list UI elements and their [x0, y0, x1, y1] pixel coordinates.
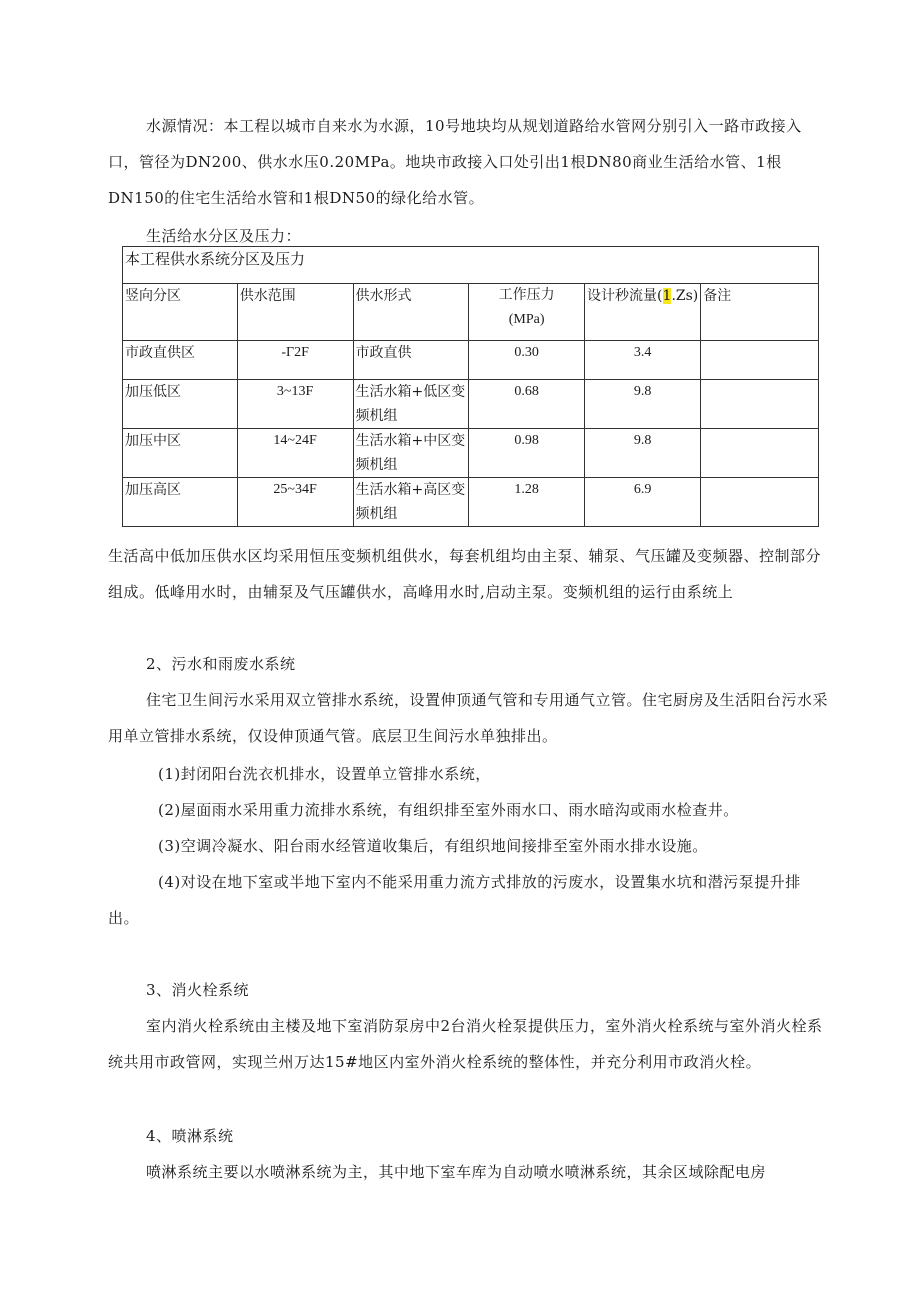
cell-note	[701, 429, 819, 478]
header-flow-prefix: 设计秒流量(	[587, 288, 663, 304]
water-supply-zone-table	[122, 246, 819, 527]
after-table-paragraph: 生活高中低加压供水区均采用恒压变频机组供水，每套机组均由主泵、辅泵、气压罐及变频器、控制部分组成。低峰用水时，由辅泵及气压罐供水，高峰用水时,启动主泵。变频机组的运行由系统上	[108, 547, 822, 601]
header-note: 备注	[701, 284, 819, 341]
table-header-row	[123, 284, 819, 341]
cell-form: 生活水箱+中区变频机组	[353, 429, 469, 478]
table-row	[123, 341, 819, 380]
highlighted-text: 1	[662, 288, 672, 304]
header-flow-suffix: .Zs)	[671, 288, 699, 304]
cell-flow: 9.8	[585, 429, 701, 478]
cell-form: 生活水箱+高区变频机组	[353, 478, 469, 527]
cell-note	[701, 380, 819, 429]
header-range: 供水范围	[237, 284, 353, 341]
section2-intro: 住宅卫生间污水采用双立管排水系统，设置伸顶通气管和专用通气立管。住宅厨房及生活阳台污水采用单立管排水系统，仅设伸顶通气管。底层卫生间污水单独排出。	[108, 691, 829, 745]
section3-title: 3、消火栓系统	[146, 981, 250, 999]
cell-note	[701, 478, 819, 527]
table-row	[123, 478, 819, 527]
header-pressure	[469, 284, 585, 341]
table-row	[123, 429, 819, 478]
section4-paragraph: 喷淋系统主要以水喷淋系统为主，其中地下室车库为自动喷水喷淋系统，其余区域除配电房	[146, 1163, 767, 1181]
cell-flow: 9.8	[585, 380, 701, 429]
cell-zone: 加压低区	[123, 380, 238, 429]
header-form: 供水形式	[353, 284, 469, 341]
section2-title: 2、污水和雨废水系统	[146, 655, 296, 673]
cell-pressure: 0.98	[469, 429, 585, 478]
table-caption: 本工程供水系统分区及压力	[123, 247, 819, 284]
cell-pressure: 0.30	[469, 341, 585, 380]
cell-zone: 市政直供区	[123, 341, 238, 380]
water-source-paragraph: 水源情况：本工程以城市自来水为水源，10号地块均从规划道路给水管网分别引入一路市政接入口，管径为DN200、供水水压0.20MPa。地块市政接入口处引出1根DN80商业生活给水管、1根DN150的住宅生活给水管和1根DN50的绿化给水管。	[108, 117, 802, 207]
cell-flow: 3.4	[585, 341, 701, 380]
header-flow	[585, 284, 701, 341]
cell-pressure: 1.28	[469, 478, 585, 527]
header-zone: 竖向分区	[123, 284, 238, 341]
cell-zone: 加压中区	[123, 429, 238, 478]
cell-range: 3~13F	[237, 380, 353, 429]
cell-form: 市政直供	[353, 341, 469, 380]
cell-range: 14~24F	[237, 429, 353, 478]
section3-paragraph: 室内消火栓系统由主楼及地下室消防泵房中2台消火栓泵提供压力，室外消火栓系统与室外消火栓系统共用市政管网，实现兰州万达15#地区内室外消火栓系统的整体性，并充分利用市政消火栓。	[108, 1017, 823, 1071]
zone-heading: 生活给水分区及压力：	[146, 227, 302, 245]
cell-range: -Γ2F	[237, 341, 353, 380]
section2-item-1: (1)封闭阳台洗衣机排水，设置单立管排水系统，	[158, 765, 491, 783]
cell-flow: 6.9	[585, 478, 701, 527]
cell-form: 生活水箱+低区变频机组	[353, 380, 469, 429]
cell-pressure: 0.68	[469, 380, 585, 429]
section2-item-2: (2)屋面雨水采用重力流排水系统，有组织排至室外雨水口、雨水暗沟或雨水检查井。	[158, 801, 739, 819]
cell-range: 25~34F	[237, 478, 353, 527]
section2-item-3: (3)空调冷凝水、阳台雨水经管道收集后，有组织地间接排至室外雨水排水设施。	[158, 837, 708, 855]
cell-note	[701, 341, 819, 380]
header-pressure-line1: 工作压力	[498, 288, 555, 303]
header-pressure-line2: (MPa)	[508, 312, 545, 327]
table-row	[123, 380, 819, 429]
section2-item-4: (4)对设在地下室或半地下室内不能采用重力流方式排放的污废水，设置集水坑和潜污泵提升排出。	[108, 873, 801, 927]
section4-title: 4、喷淋系统	[146, 1127, 234, 1145]
cell-zone: 加压高区	[123, 478, 238, 527]
